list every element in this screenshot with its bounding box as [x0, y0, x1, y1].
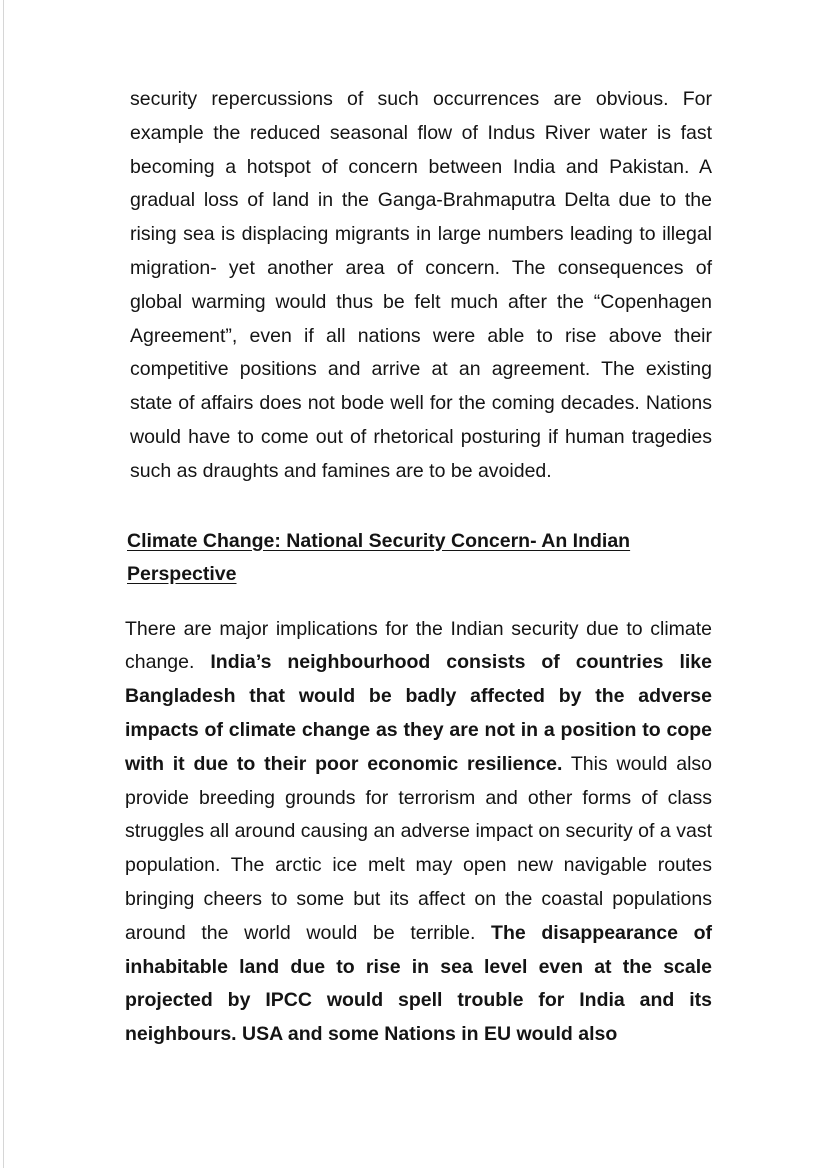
- page-edge-line: [3, 0, 4, 1168]
- paragraph-indian-security: [125, 613, 712, 1052]
- paragraph-bold-text-1: India’s neighbourhood consists of countries like Bangladesh that would be badly affected by the adverse impacts of climate change as they are not in a position to cope with it due to their poor economic resilience.: [125, 651, 712, 775]
- paragraph-text-2: This would also provide breeding grounds for terrorism and other forms of class struggles all around causing an adverse impact on security of a vast population. The arctic ice melt may open new navigable routes bringing cheers to some but its affect on the coastal populations around the world would be terrible.: [125, 752, 712, 944]
- document-page: [122, 83, 712, 1052]
- paragraph-text-1: There are major implications for the Indian security due to climate change.: [125, 617, 712, 674]
- paragraph-continuation: security repercussions of such occurrences are obvious. For example the reduced seasonal flow of Indus River water is fast becoming a hotspot of concern between India and Pakistan. A gradual loss of land in the Ganga-Brahmaputra Delta due to the rising sea is displacing migrants in large numbers leading to illegal migration- yet another area of concern. The consequences of global warming would thus be felt much after the “Copenhagen Agreement”, even if all nations were able to rise above their competitive positions and arrive at an agreement. The existing state of affairs does not bode well for the coming decades. Nations would have to come out of rhetorical posturing if human tragedies such as draughts and famines are to be avoided.: [130, 88, 712, 482]
- paragraph-bold-text-2: The disappearance of inhabitable land due to rise in sea level even at the scale projected by IPCC would spell trouble for India and its neighbours. USA and some Nations in EU would also: [125, 921, 712, 1046]
- section-heading: Climate Change: National Security Concern- An Indian Perspective: [127, 529, 631, 585]
